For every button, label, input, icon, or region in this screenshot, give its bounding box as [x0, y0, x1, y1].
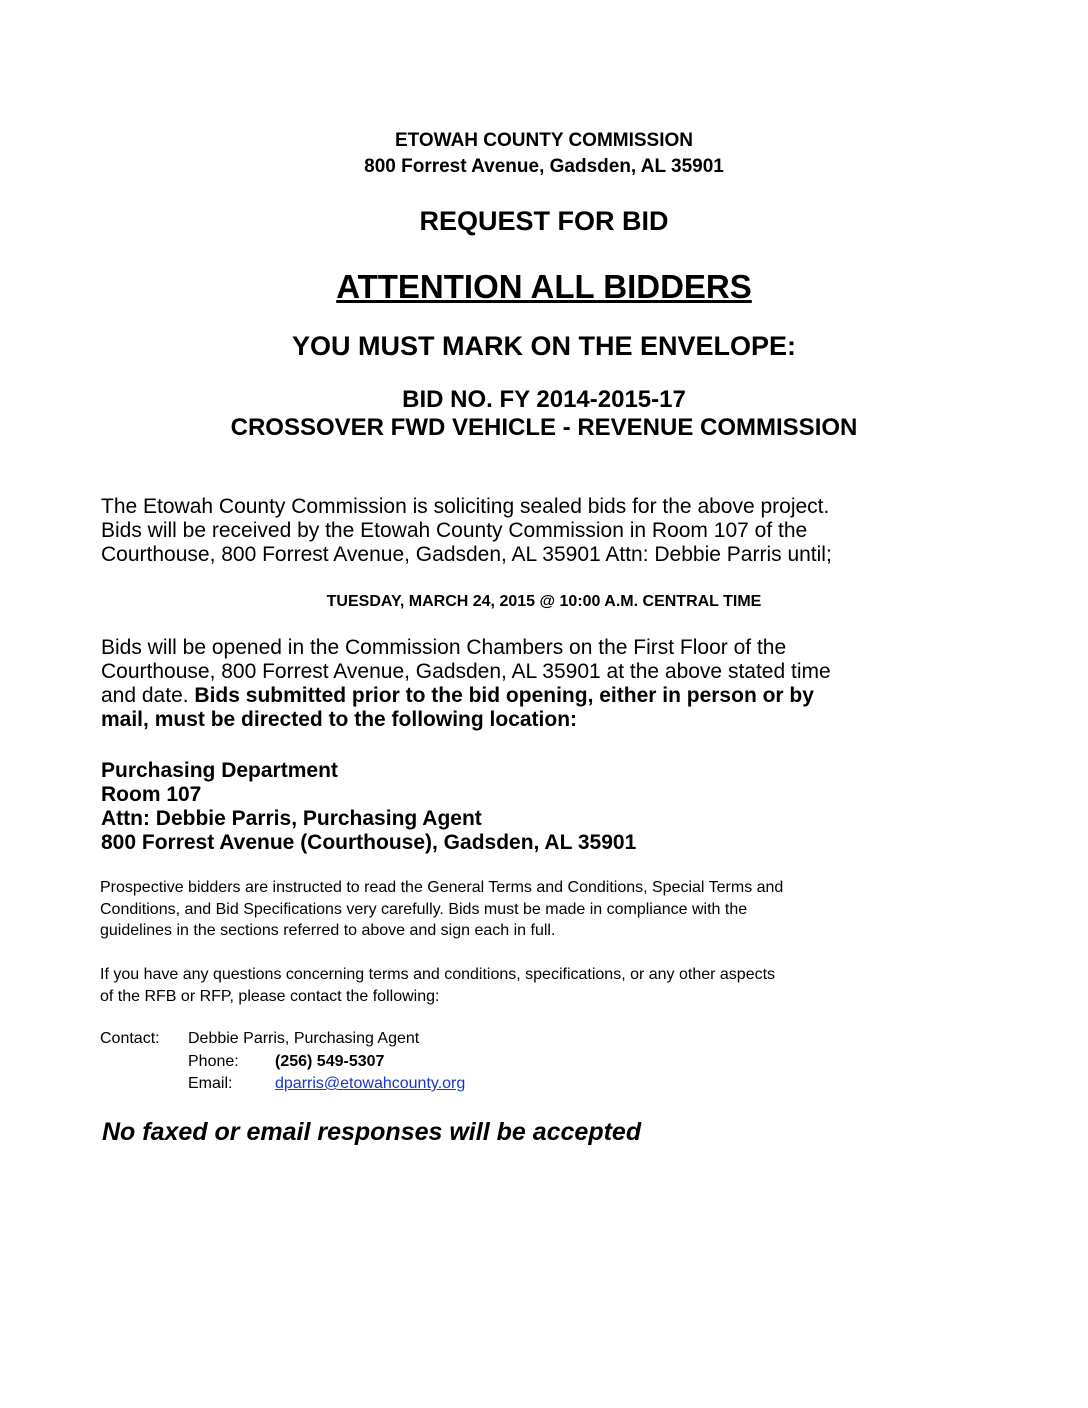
- instructions-line: Conditions, and Bid Specifications very carefully. Bids must be made in compliance with the: [100, 900, 748, 918]
- intro-line: Bids will be received by the Etowah County Commission in Room 107 of the: [101, 519, 808, 542]
- bid-number: BID NO. FY 2014-2015-17: [402, 386, 686, 413]
- instructions-line: Prospective bidders are instructed to read the General Terms and Conditions, Special Terms and: [100, 879, 784, 896]
- org-address: 800 Forrest Avenue, Gadsden, AL 35901: [364, 156, 724, 177]
- phone-number: (256) 549-5307: [275, 1053, 385, 1070]
- location-room: Room 107: [101, 783, 202, 806]
- envelope-instruction: YOU MUST MARK ON THE ENVELOPE:: [291, 331, 797, 361]
- intro-paragraph: [101, 495, 901, 567]
- email-label: Email:: [188, 1075, 233, 1092]
- opening-line: Courthouse, 800 Forrest Avenue, Gadsden, AL 35901 at the above stated time: [101, 660, 831, 683]
- footer-notice: No faxed or email responses will be accepted: [102, 1118, 642, 1146]
- location-address: 800 Forrest Avenue (Courthouse), Gadsden, AL 35901: [101, 831, 637, 854]
- instructions-line: guidelines in the sections referred to above and sign each in full.: [100, 922, 556, 939]
- opening-line: Bids will be opened in the Commission Chambers on the First Floor of the: [101, 636, 787, 659]
- email-link[interactable]: dparris@etowahcounty.org: [275, 1075, 466, 1092]
- contact-label: Contact:: [100, 1030, 160, 1047]
- request-title: REQUEST FOR BID: [419, 206, 669, 236]
- intro-line: The Etowah County Commission is soliciting sealed bids for the above project.: [101, 495, 830, 518]
- opening-emphasis: Bids submitted prior to the bid opening, either in person or by: [194, 684, 814, 707]
- intro-line: Courthouse, 800 Forrest Avenue, Gadsden, AL 35901 Attn: Debbie Parris until;: [101, 543, 832, 566]
- location-attn: Attn: Debbie Parris, Purchasing Agent: [101, 807, 482, 830]
- purchasing-location: [101, 759, 901, 855]
- contact-name: Debbie Parris, Purchasing Agent: [188, 1030, 420, 1047]
- attention-heading: ATTENTION ALL BIDDERS: [336, 268, 752, 305]
- questions-line: of the RFB or RFP, please contact the following:: [100, 987, 440, 1005]
- org-name: ETOWAH COUNTY COMMISSION: [394, 130, 694, 151]
- opening-text: and date.: [101, 684, 195, 707]
- opening-line: mail, must be directed to the following location:: [101, 708, 578, 731]
- phone-label: Phone:: [188, 1053, 239, 1070]
- instructions-paragraph: [100, 877, 900, 942]
- questions-line: If you have any questions concerning terms and conditions, specifications, or any other aspects: [100, 966, 776, 983]
- bid-title: CROSSOVER FWD VEHICLE - REVENUE COMMISSION: [230, 414, 858, 441]
- questions-paragraph: [100, 964, 900, 1007]
- opening-line: [101, 684, 901, 708]
- deadline: TUESDAY, MARCH 24, 2015 @ 10:00 A.M. CENTRAL TIME: [326, 593, 762, 610]
- location-dept: Purchasing Department: [101, 759, 338, 782]
- opening-paragraph: [101, 636, 901, 732]
